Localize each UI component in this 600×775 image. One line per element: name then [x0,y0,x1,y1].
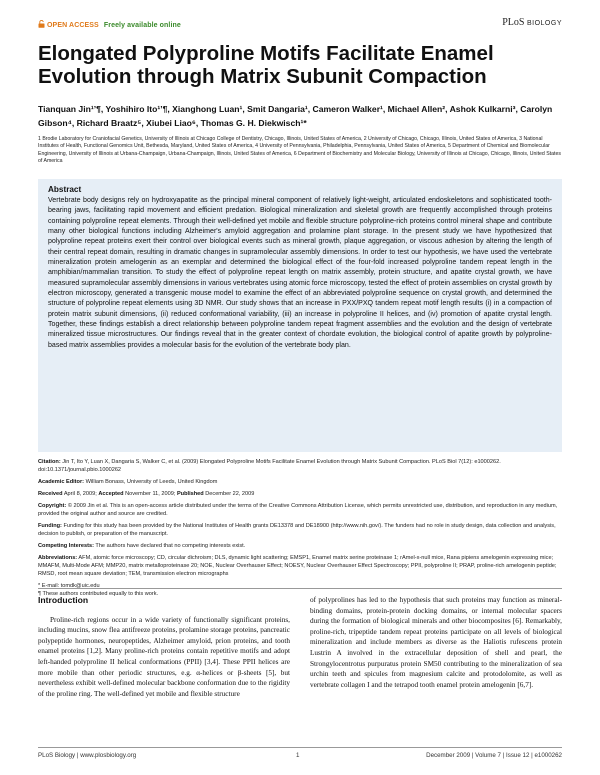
editor-text: William Bonass, University of Leeds, United Kingdom [85,479,218,485]
competing-text: The authors have declared that no competing interests exist. [95,543,246,549]
citation-label: Citation: [38,459,61,465]
copyright-text: © 2009 Jin et al. This is an open-access article distributed under the terms of the Creative Commons Attribution License, which permits unrestricted use, distribution, and reproduction in any medium, provided the original author and source are credited. [38,503,558,517]
funding-label: Funding: [38,523,62,529]
competing-interests [38,542,562,550]
left-column [38,595,290,699]
open-access-badge [38,20,181,30]
published-date: December 22, 2009 [205,491,255,497]
citation-text: Jin T, Ito Y, Luan X, Dangaria S, Walker C, et al. (2009) Elongated Polyproline Motifs Facilitate Enamel Evolution through Matrix Subunit Compaction. PLoS Biol 7(12): e1000262. doi:10.1371/journal.pbio.1000262 [38,459,501,473]
introduction-heading: Introduction [38,595,89,605]
right-column [310,595,562,690]
abbreviations-label: Abbreviations: [38,555,78,561]
abbreviations-text: AFM, atomic force microscopy; CD, circular dichroism; DLS, dynamic light scattering; EMSP1, Enamel matrix serine proteinase 1; rAmel-x-null mice, Rana pipiens amelogenin expressing mice; MMAFM, Multi-Mode AFM; MMP20, matrix metalloproteinase 20; NOE, Nuclear Overhauser Effect; NOESY, Nuclear Overhauser Effect Spectroscopy; PPII, polyproline II; PRAP, proline-rich amelogenin peptide; RMSD, root mean square deviation; TEM, transmission electron micrographs [38,555,557,577]
author-email: * E-mail: tomdk@uic.edu [38,583,100,589]
funding-text: Funding for this study has been provided by the National Institutes of Health grants DE13378 and DE18900 (http://www.nih.gov/). The funders had no role in study design, data collection and analysis, decision to publish, or preparation of the manuscript. [38,523,556,537]
footer-divider [38,747,562,748]
article-metadata [38,458,562,598]
section-divider [38,588,562,589]
received-date: April 8, 2009; [63,491,97,497]
intro-paragraph-right: of polyprolines has led to the hypothesis that such proteins may function as mineral-binding domains, protein-protein docking domains, or internal molecular spacers during the formation of biological minerals and other biocomposites [6]. Remarkably, proline-rich, tripeptide tandem repeat proteins participate on all levels of biological mineralization and include members as diverse as the Haliotis rufescens protein Lustrin A involved in the extracellular deposition of shell and pearl, the Strongylocentrotus purpuratus protein SM50 contributing to the mineralization of sea urchin teeth and spicules from magnesium calcite and protodolomite, as well as vertebrate collagen I and the tetrapod tooth enamel protein amelogenin [6,7]. [310,596,562,689]
equal-contribution-note: ¶ These authors contributed equally to this work. [38,591,159,597]
competing-label: Competing Interests: [38,543,94,549]
accepted-date: November 11, 2009; [125,491,176,497]
intro-paragraph-left: Proline-rich regions occur in a wide variety of functionally significant proteins, including mucins, snow flea antifreeze proteins, prolamine storage proteins, pancreatic polypeptide hormones, neuropeptides, Alzheimer amyloid, prion proteins, and tooth enamel proteins [1,2]. Many proline-rich proteins contain repetitive motifs and adopt left-handed polyproline II helical conformations (PPII) [3,4]. These PPII helices are more mobile than other periodic structures, e.g. α-helices or β-sheets [5], but nevertheless exhibit well-defined molecular backbone conformation due to the rigidity of the proline ring. The well-defined yet mobile and flexible structure [38,615,290,698]
funding [38,522,562,538]
citation [38,458,562,474]
journal-name: PLoS [502,17,525,28]
abstract-heading: Abstract [48,185,82,194]
dates [38,490,562,498]
author-list: Tianquan Jin¹’¶, Yoshihiro Ito¹’¶, Xianghong Luan¹, Smit Dangaria¹, Cameron Walker¹, Michael Allen², Ashok Kulkarni³, Carolyn Gibson⁴, Richard Braatz⁵, Xiubei Liao⁶, Thomas G. H. Diekwisch¹* [38,104,553,128]
copyright [38,502,562,518]
access-label: ACCESS [69,21,99,29]
published-label: Published [176,491,204,497]
academic-editor [38,478,562,486]
abstract-box [38,179,562,452]
accepted-label: Accepted [98,491,124,497]
article-title: Elongated Polyproline Motifs Facilitate Enamel Evolution through Matrix Subunit Compaction [38,42,494,88]
open-label: OPEN [47,21,68,29]
freely-available-label: Freely available online [103,21,181,29]
journal-sub: BIOLOGY [526,20,562,27]
journal-logo [502,17,562,28]
footer-issue: December 2009 | Volume 7 | Issue 12 | e1000262 [426,752,562,759]
received-label: Received [38,491,63,497]
open-lock-icon [38,20,45,30]
abbreviations [38,554,562,578]
footer-journal: PLoS Biology | www.plosbiology.org [38,752,137,759]
copyright-label: Copyright: [38,503,67,509]
affiliations: 1 Brodie Laboratory for Craniofacial Genetics, University of Illinois at Chicago College of Dentistry, Chicago, Illinois, United States of America, 2 University of Chicago, Chicago, Illinois, United States of America, 3 National Institutes of Health, Functional Genomics Unit, Bethesda, Maryland, United States of America, 4 University of Pennsylvania, Philadelphia, Pennsylvania, United States of America, 5 Department of Chemical and Biomolecular Engineering, University of Illinois at Urbana-Champaign, Urbana-Champaign, Illinois, United States of America, 6 Department of Biochemistry and Molecular Biology, University of Illinois at Chicago, Chicago, Illinois, United States of America [38,136,561,165]
page-number: 1 [296,752,300,759]
editor-label: Academic Editor: [38,479,85,485]
abstract-text: Vertebrate body designs rely on hydroxyapatite as the principal mineral component of relatively light-weight, articulated endoskeletons and sophisticated tooth-bearing jaws, facilitating rapid movement and efficient predation. Biological mineralization and skeletal growth are frequently accomplished through proteins containing polyproline repeat elements. Through their well-defined yet mobile and flexible structure polyproline-rich proteins control mineral shape and contribute many other biological functions including Alzheimer's amyloid aggregation and prolamine plant storage. In the present study we have hypothesized that polyproline repeat proteins exert their control over biological events such as mineral growth, plaque aggregation, or viscous adhesion by altering the length of their central repeat domain, resulting in dramatic changes in supramolecular assembly dimensions. In order to test our hypothesis, we have used the vertebrate mineralization protein amelogenin as an exemplar and determined the biological effect of the four-fold increased polyproline tandem repeat length in the amphibian/mammalian transition. To study the effect of polyproline repeat length on matrix assembly, protein structure, and apatite crystal growth, we have measured supramolecular assembly dimensions in various vertebrates using atomic force microscopy, tested the effect of protein assemblies on crystal growth by electron microscopy, generated a transgenic mouse model to examine the effect of an abbreviated polyproline sequence on crystal growth, and determined the structure of polyproline repeat elements using 3D NMR. Our study shows that an increase in PXX/PXQ tandem repeat motif length results (i) in a compaction of protein matrix subunit dimensions, (ii) reduced conformational variability, (iii) an increase in polyproline II helices, and (iv) promotion of apatite crystal length. Together, these findings establish a direct relationship between polyproline tandem repeat fragment assemblies and the evolution and the design of vertebrate mineralized tissue microstructures. Our findings reveal that in the greater context of chordate evolution, the biological control of apatite growth by polyproline-based matrix assemblies provides a molecular basis for the evolution of the vertebrate body plan. [48,197,552,349]
